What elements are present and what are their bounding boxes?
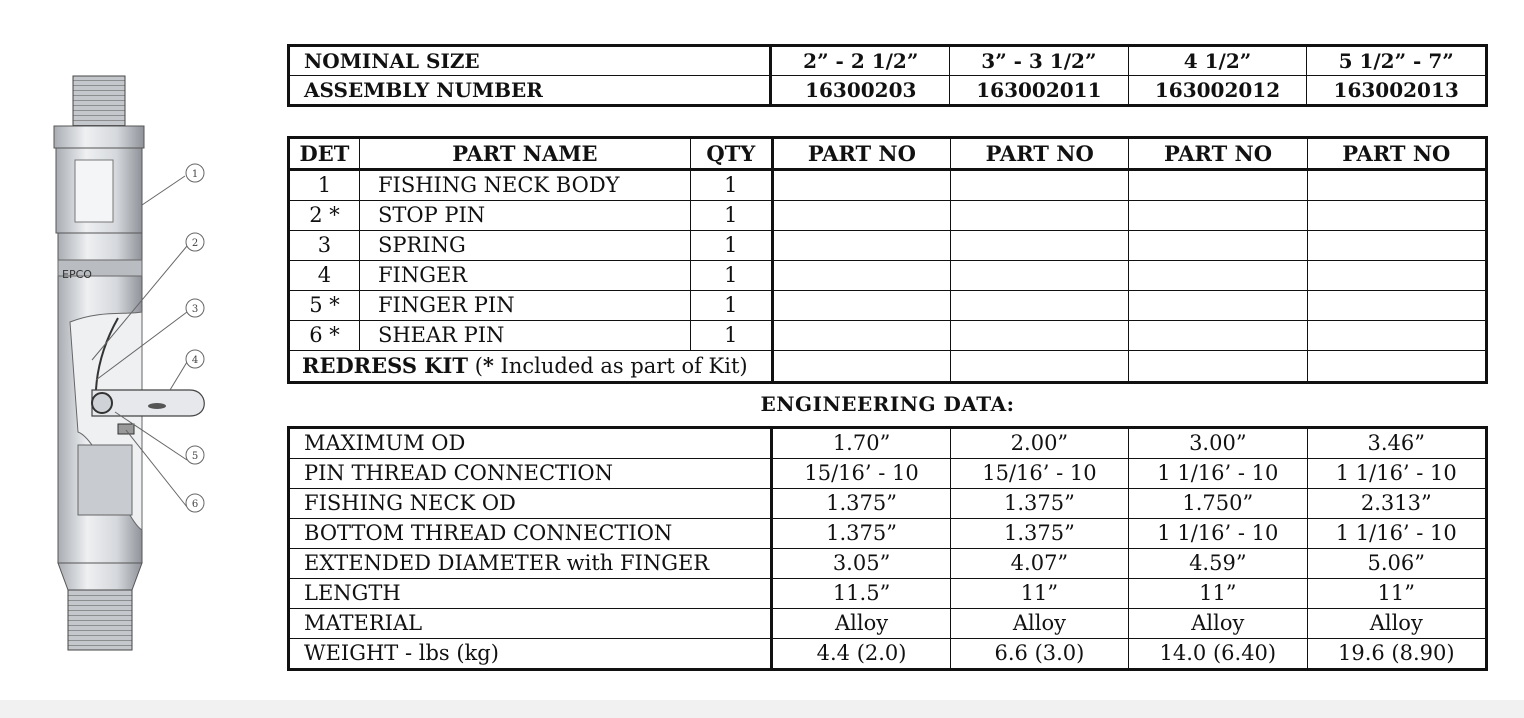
callout-6: 6	[191, 499, 199, 510]
part-no-cell	[1129, 261, 1307, 291]
table-row	[289, 291, 1487, 321]
qty-cell: 1	[690, 261, 772, 291]
part-no-cell	[772, 261, 950, 291]
eng-label: EXTENDED DIAMETER with FINGER	[289, 549, 772, 579]
col-part-no: PART NO	[951, 138, 1129, 170]
callouts	[186, 164, 204, 512]
det-cell: 5 *	[289, 291, 360, 321]
bottom-taper	[58, 563, 142, 590]
eng-value: 1 1/16’ - 10	[1307, 519, 1486, 549]
qty-cell: 1	[690, 231, 772, 261]
assembly-number-row	[289, 76, 1487, 106]
part-no-cell	[1307, 231, 1486, 261]
qty-cell: 1	[690, 321, 772, 351]
part-no-cell	[1307, 170, 1486, 201]
eng-value: 1 1/16’ - 10	[1129, 459, 1307, 489]
col-part-name: PART NAME	[359, 138, 690, 170]
eng-label: LENGTH	[289, 579, 772, 609]
part-no-cell	[951, 231, 1129, 261]
engineering-table	[287, 426, 1488, 671]
eng-value: 15/16’ - 10	[772, 459, 950, 489]
brand-mark: EPCO	[62, 268, 92, 281]
eng-value: 11”	[1307, 579, 1486, 609]
eng-value: Alloy	[1307, 609, 1486, 639]
table-row	[289, 459, 1487, 489]
top-thread	[73, 76, 125, 128]
eng-value: 4.07”	[950, 549, 1128, 579]
eng-value: 1.70”	[772, 428, 950, 459]
det-cell: 4	[289, 261, 360, 291]
eng-value: 11”	[1129, 579, 1307, 609]
table-row	[289, 639, 1487, 670]
table-row	[289, 549, 1487, 579]
det-cell: 6 *	[289, 321, 360, 351]
table-row	[289, 261, 1487, 291]
assembly-number-cell: 163002012	[1128, 76, 1307, 106]
size-cell: 5 1/2” - 7”	[1307, 46, 1487, 76]
eng-value: 11.5”	[772, 579, 950, 609]
table-row	[289, 489, 1487, 519]
table-row	[289, 579, 1487, 609]
size-cell: 4 1/2”	[1128, 46, 1307, 76]
redress-kit-title: REDRESS KIT	[302, 353, 469, 378]
part-no-cell	[772, 321, 950, 351]
table-row	[289, 170, 1487, 201]
bottom-band	[0, 700, 1524, 718]
nominal-size-label: NOMINAL SIZE	[289, 46, 771, 76]
eng-value: 1.375”	[950, 519, 1128, 549]
eng-value: 11”	[950, 579, 1128, 609]
redress-kit-label	[289, 351, 773, 383]
part-no-cell	[772, 170, 950, 201]
tool-drawing	[30, 60, 270, 670]
callout-2: 2	[191, 238, 199, 249]
eng-value: Alloy	[950, 609, 1128, 639]
assembly-number-cell: 16300203	[771, 76, 950, 106]
eng-value: Alloy	[772, 609, 950, 639]
eng-value: 2.313”	[1307, 489, 1486, 519]
eng-value: 1.375”	[772, 489, 950, 519]
eng-label: BOTTOM THREAD CONNECTION	[289, 519, 772, 549]
redress-kit-star: *	[482, 353, 494, 378]
finger-pin	[92, 393, 112, 413]
table-row	[289, 428, 1487, 459]
upper-collar	[54, 126, 144, 148]
callout-5: 5	[191, 451, 199, 462]
part-no-cell	[1129, 291, 1307, 321]
part-name-cell: SHEAR PIN	[359, 321, 690, 351]
part-no-cell	[951, 291, 1129, 321]
table-row	[289, 321, 1487, 351]
size-cell: 3” - 3 1/2”	[950, 46, 1129, 76]
qty-cell: 1	[690, 201, 772, 231]
col-part-no: PART NO	[1307, 138, 1486, 170]
part-name-cell: FINGER PIN	[359, 291, 690, 321]
parts-table	[287, 136, 1488, 384]
eng-value: 1.750”	[1129, 489, 1307, 519]
eng-label: PIN THREAD CONNECTION	[289, 459, 772, 489]
eng-value: 15/16’ - 10	[950, 459, 1128, 489]
eng-value: Alloy	[1129, 609, 1307, 639]
eng-label: MATERIAL	[289, 609, 772, 639]
part-no-cell	[1129, 351, 1307, 383]
eng-value: 6.6 (3.0)	[950, 639, 1128, 670]
part-no-cell	[1307, 351, 1486, 383]
eng-value: 19.6 (8.90)	[1307, 639, 1486, 670]
part-no-cell	[772, 291, 950, 321]
part-no-cell	[1129, 201, 1307, 231]
part-no-cell	[1307, 321, 1486, 351]
part-no-cell	[1307, 261, 1486, 291]
redress-kit-open: (	[468, 354, 483, 378]
assembly-number-cell: 163002011	[950, 76, 1129, 106]
part-name-cell: SPRING	[359, 231, 690, 261]
part-name-cell: STOP PIN	[359, 201, 690, 231]
nominal-size-row	[289, 46, 1487, 76]
part-no-cell	[1129, 321, 1307, 351]
part-no-cell	[951, 170, 1129, 201]
col-qty: QTY	[690, 138, 772, 170]
eng-value: 3.05”	[772, 549, 950, 579]
eng-value: 1.375”	[950, 489, 1128, 519]
callout-4: 4	[191, 355, 199, 366]
det-cell: 3	[289, 231, 360, 261]
part-no-cell	[772, 201, 950, 231]
part-name-cell: FINGER	[359, 261, 690, 291]
eng-value: 1.375”	[772, 519, 950, 549]
part-no-cell	[772, 231, 950, 261]
eng-value: 14.0 (6.40)	[1129, 639, 1307, 670]
eng-value: 3.00”	[1129, 428, 1307, 459]
qty-cell: 1	[690, 170, 772, 201]
eng-value: 1 1/16’ - 10	[1307, 459, 1486, 489]
table-row	[289, 201, 1487, 231]
col-part-no: PART NO	[1129, 138, 1307, 170]
part-no-cell	[1307, 291, 1486, 321]
engineering-data-title: ENGINEERING DATA:	[760, 392, 1015, 416]
part-no-cell	[1129, 170, 1307, 201]
part-no-cell	[951, 321, 1129, 351]
neck-window	[75, 160, 113, 222]
eng-label: FISHING NECK OD	[289, 489, 772, 519]
redress-kit-row	[289, 351, 1487, 383]
eng-value: 5.06”	[1307, 549, 1486, 579]
eng-value: 4.4 (2.0)	[772, 639, 950, 670]
assembly-number-cell: 163002013	[1307, 76, 1487, 106]
eng-value: 1 1/16’ - 10	[1129, 519, 1307, 549]
redress-kit-note: Included as part of Kit)	[493, 354, 748, 378]
eng-value: 2.00”	[950, 428, 1128, 459]
part-name-cell: FISHING NECK BODY	[359, 170, 690, 201]
table-row	[289, 519, 1487, 549]
table-row	[289, 609, 1487, 639]
eng-label: WEIGHT - lbs (kg)	[289, 639, 772, 670]
assembly-number-label: ASSEMBLY NUMBER	[289, 76, 771, 106]
lower-window	[78, 445, 132, 515]
callout-1: 1	[191, 169, 199, 180]
part-no-cell	[1129, 231, 1307, 261]
finger-hole	[148, 403, 166, 409]
eng-value: 3.46”	[1307, 428, 1486, 459]
part-no-cell	[772, 351, 950, 383]
bottom-thread	[68, 590, 132, 650]
size-cell: 2” - 2 1/2”	[771, 46, 950, 76]
part-no-cell	[1307, 201, 1486, 231]
shear-pin	[118, 424, 134, 434]
part-no-cell	[951, 351, 1129, 383]
col-det: DET	[289, 138, 360, 170]
col-part-no: PART NO	[772, 138, 950, 170]
det-cell: 2 *	[289, 201, 360, 231]
parts-header-row	[289, 138, 1487, 170]
callout-3: 3	[191, 304, 199, 315]
eng-value: 4.59”	[1129, 549, 1307, 579]
part-no-cell	[951, 261, 1129, 291]
part-no-cell	[951, 201, 1129, 231]
eng-label: MAXIMUM OD	[289, 428, 772, 459]
table-row	[289, 231, 1487, 261]
qty-cell: 1	[690, 291, 772, 321]
det-cell: 1	[289, 170, 360, 201]
size-assembly-table	[287, 44, 1488, 107]
